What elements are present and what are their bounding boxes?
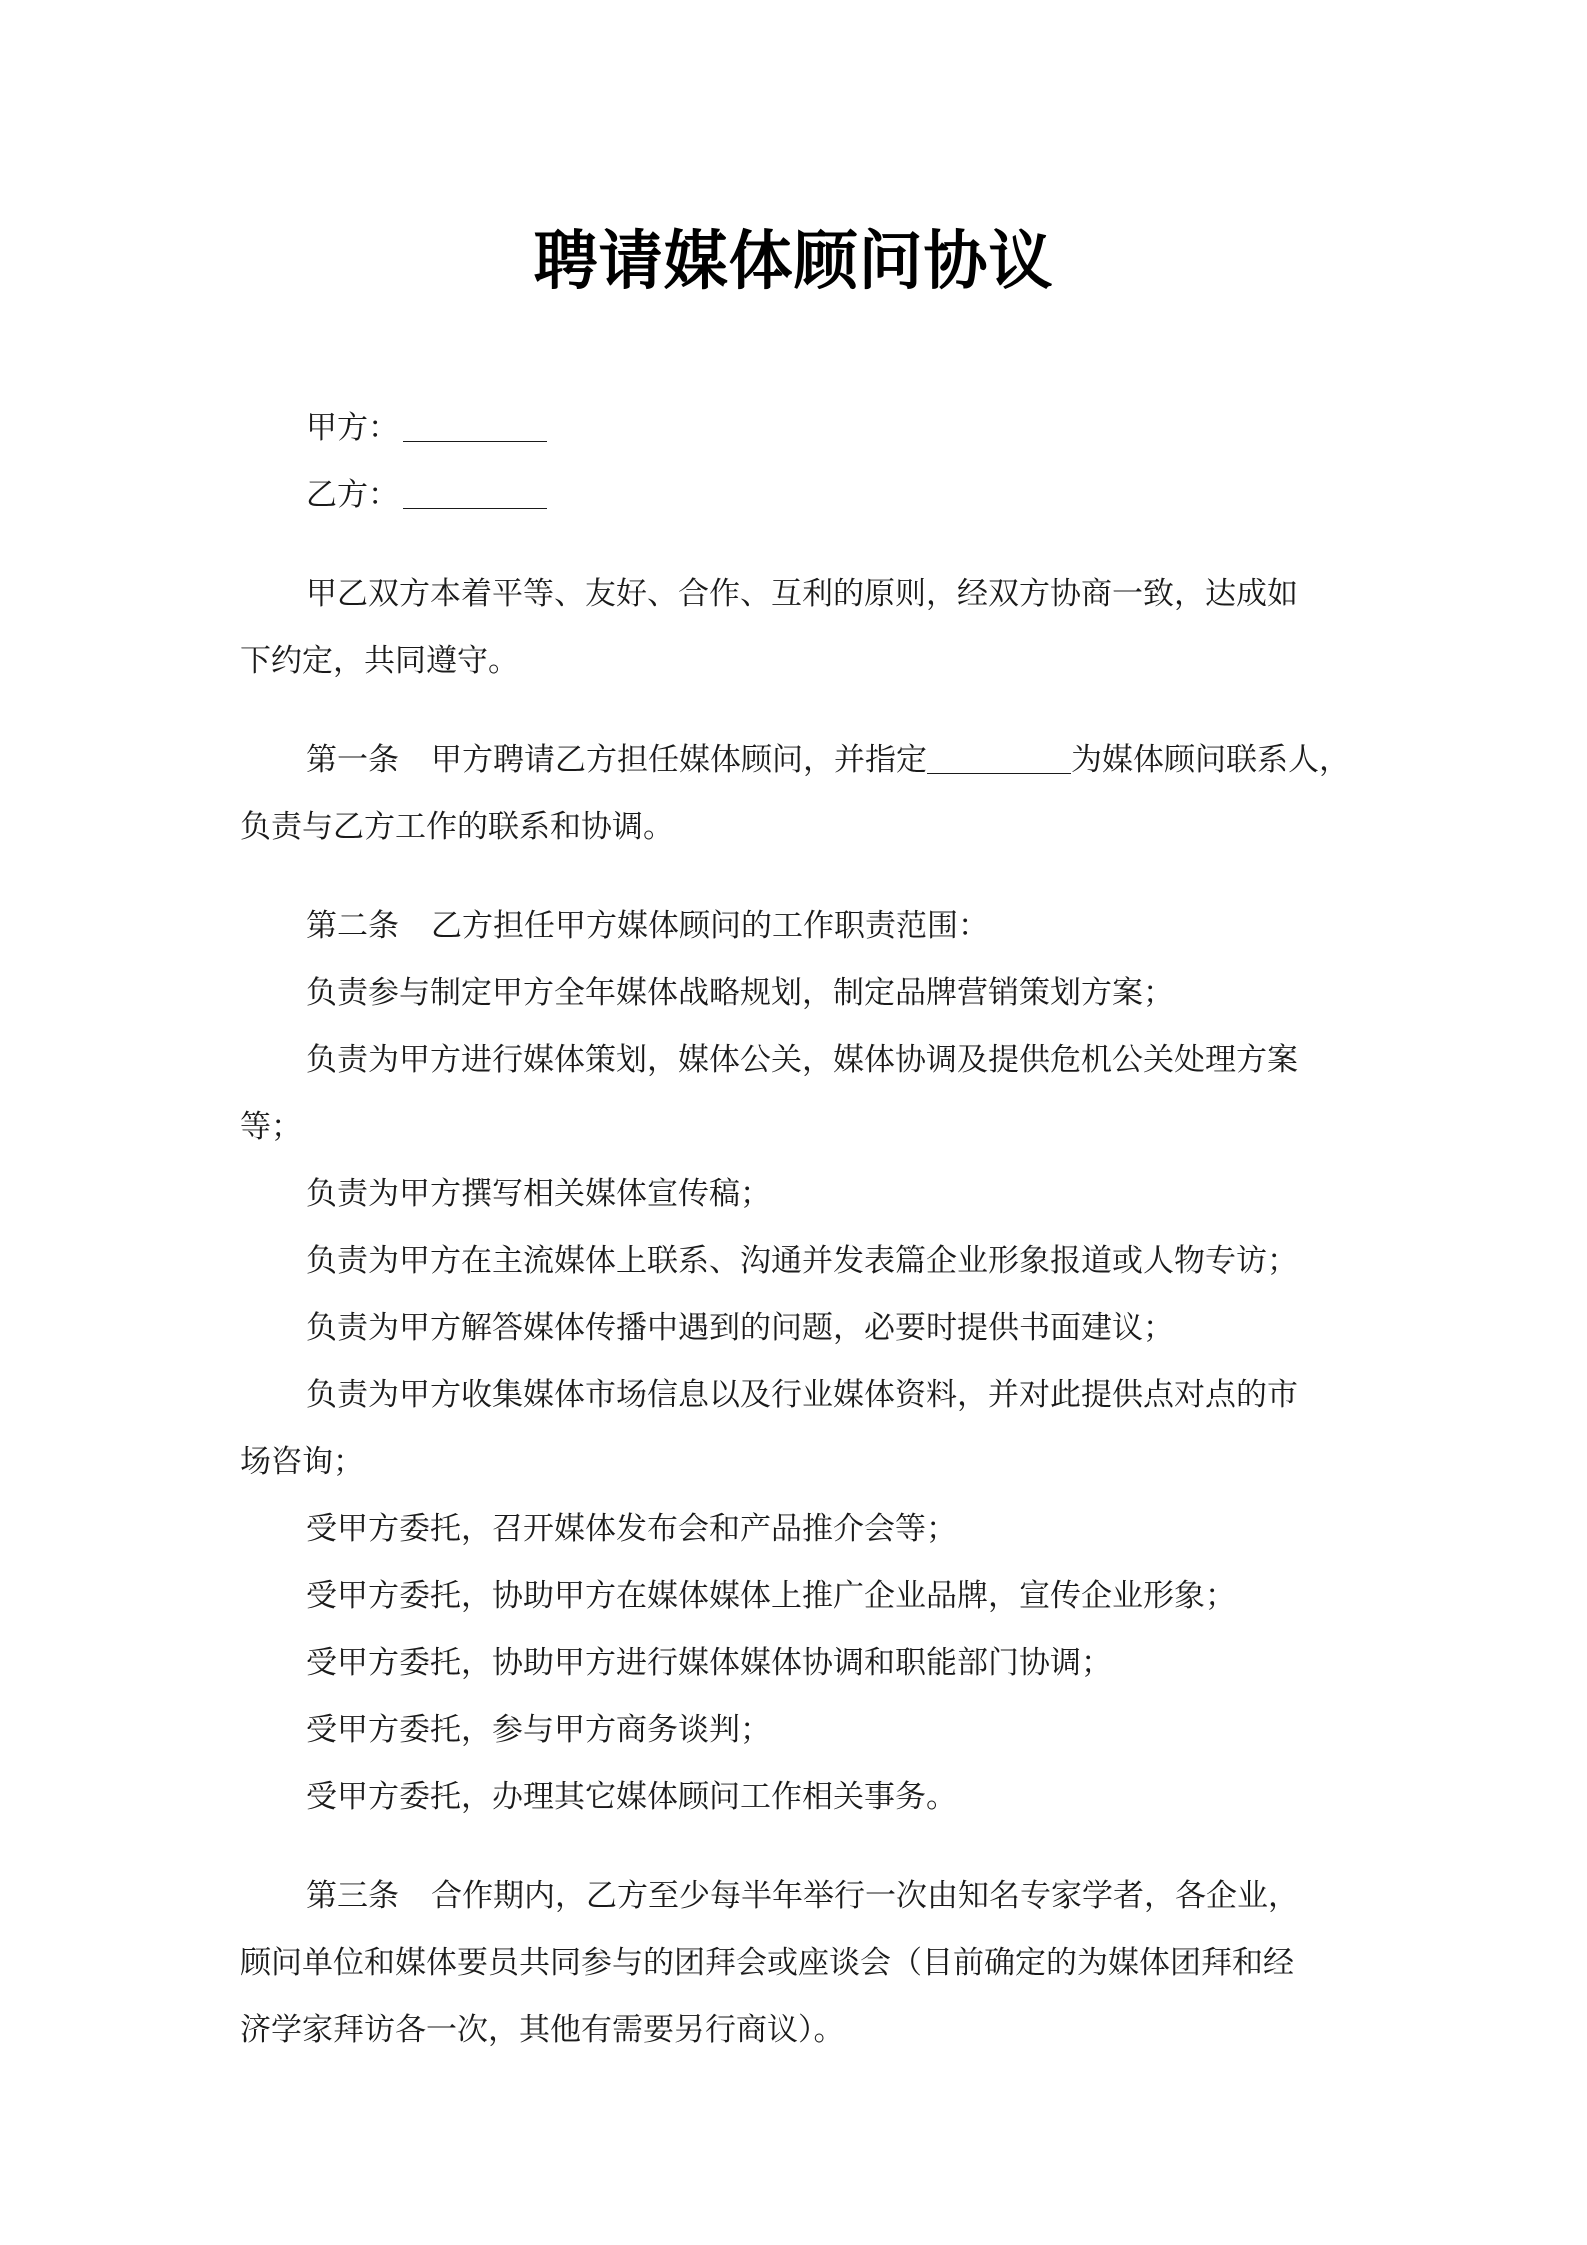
- article3-line: [240, 1863, 1350, 1930]
- article1-line: [240, 727, 1350, 794]
- party-b-line: [240, 462, 1350, 529]
- party-a-label: 甲方：: [306, 410, 399, 446]
- article2-intro: 乙方担任甲方媒体顾问的工作职责范围：: [431, 908, 989, 944]
- party-b-label: 乙方：: [306, 477, 399, 513]
- article3-continuation: 济学家拜访各一次，其他有需要另行商议）。: [240, 2012, 845, 2048]
- spacer: [240, 529, 1350, 561]
- duty-item: 受甲方委托，办理其它媒体顾问工作相关事务。: [306, 1779, 957, 1815]
- party-b-blank[interactable]: [403, 478, 547, 509]
- article3-first-line: 合作期内，乙方至少每半年举行一次由知名专家学者，各企业，: [431, 1878, 1299, 1914]
- preamble-line: 下约定，共同遵守。: [240, 643, 519, 679]
- duty-item: 受甲方委托，参与甲方商务谈判；: [306, 1712, 771, 1748]
- duty-item: 受甲方委托，协助甲方进行媒体媒体协调和职能部门协调；: [306, 1645, 1112, 1681]
- duty-item: 受甲方委托，协助甲方在媒体媒体上推广企业品牌，宣传企业形象；: [306, 1578, 1236, 1614]
- preamble-line: 甲乙双方本着平等、友好、合作、互利的原则，经双方协商一致，达成如: [306, 576, 1298, 612]
- article1-label: 第一条: [306, 742, 399, 778]
- article1-continuation: 负责与乙方工作的联系和协调。: [240, 809, 674, 845]
- article3-continuation: 顾问单位和媒体要员共同参与的团拜会或座谈会（目前确定的为媒体团拜和经: [240, 1945, 1294, 1981]
- article1-text-after: 为媒体顾问联系人，: [1071, 742, 1350, 778]
- document-title: 聘请媒体顾问协议: [533, 225, 1054, 299]
- duty-item: 受甲方委托，召开媒体发布会和产品推介会等；: [306, 1511, 957, 1547]
- duty-item-continuation: 场咨询；: [240, 1444, 364, 1480]
- article3-label: 第三条: [306, 1878, 399, 1914]
- duty-item: 负责为甲方在主流媒体上联系、沟通并发表篇企业形象报道或人物专访；: [306, 1243, 1298, 1279]
- duty-item: 负责为甲方收集媒体市场信息以及行业媒体资料，并对此提供点对点的市: [306, 1377, 1298, 1413]
- article1-text-before: 甲方聘请乙方担任媒体顾问，并指定: [431, 742, 927, 778]
- duty-item: 负责为甲方撰写相关媒体宣传稿；: [306, 1176, 771, 1212]
- document-body: [240, 395, 1350, 2064]
- duty-item: 负责参与制定甲方全年媒体战略规划，制定品牌营销策划方案；: [306, 975, 1174, 1011]
- article2-intro-line: [240, 893, 1350, 960]
- contact-person-blank[interactable]: [927, 743, 1071, 774]
- duty-item: 负责为甲方进行媒体策划，媒体公关，媒体协调及提供危机公关处理方案: [306, 1042, 1298, 1078]
- spacer: [240, 861, 1350, 893]
- party-a-line: [240, 395, 1350, 462]
- spacer: [240, 695, 1350, 727]
- party-a-blank[interactable]: [403, 411, 547, 442]
- spacer: [240, 1831, 1350, 1863]
- duty-item: 负责为甲方解答媒体传播中遇到的问题，必要时提供书面建议；: [306, 1310, 1174, 1346]
- article2-label: 第二条: [306, 908, 399, 944]
- duty-item-continuation: 等；: [240, 1109, 302, 1145]
